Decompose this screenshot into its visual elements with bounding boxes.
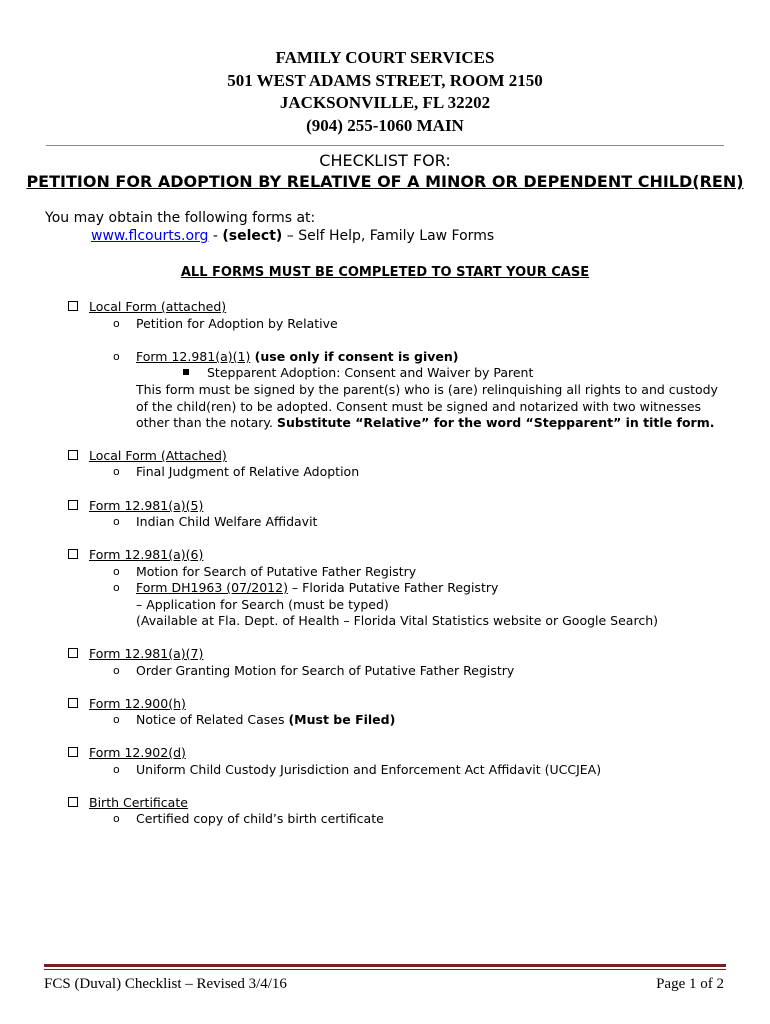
square-bullet-icon — [183, 369, 189, 375]
flcourts-link[interactable]: www.flcourts.org — [91, 228, 209, 244]
instruction-line-3 — [136, 415, 714, 432]
header-divider — [46, 145, 724, 146]
checkbox[interactable] — [68, 698, 78, 708]
sub-item: Uniform Child Custody Jurisdiction and Enforcement Act Affidavit (UCCJEA) — [136, 762, 602, 777]
sub-item-continuation: (Available at Fla. Dept. of Health – Florida Vital Statistics website or Google Search) — [136, 613, 658, 628]
form-link[interactable]: Form 12.981(a)(1) — [136, 349, 251, 364]
circle-bullet-icon: o — [113, 565, 120, 578]
circle-bullet-icon: o — [113, 812, 120, 825]
checklist-item-form-12-981-a-5 — [68, 498, 203, 515]
footer-divider-thin — [44, 969, 726, 970]
form-link[interactable]: Form DH1963 (07/2012) — [136, 580, 288, 595]
obtain-select: (select) — [222, 228, 283, 244]
circle-bullet-icon: o — [113, 515, 120, 528]
sub-item: Motion for Search of Putative Father Registry — [136, 564, 417, 579]
item-label: Form 12.981(a)(7) — [89, 646, 204, 661]
sub-item: Final Judgment of Relative Adoption — [136, 464, 360, 479]
checkbox[interactable] — [68, 797, 78, 807]
item-label: Form 12.902(d) — [89, 745, 186, 760]
sub-item — [136, 712, 395, 729]
checkbox[interactable] — [68, 450, 78, 460]
header-line-1: FAMILY COURT SERVICES — [275, 48, 495, 67]
sub-item-dh1963 — [136, 580, 498, 597]
circle-bullet-icon: o — [113, 350, 120, 363]
obtain-sep: - — [208, 228, 223, 244]
sub-item-bold: (Must be Filed) — [288, 712, 396, 727]
checklist-item-form-12-981-a-7 — [68, 646, 203, 663]
item-label: Birth Certificate — [89, 795, 188, 810]
item-label: Form 12.900(h) — [89, 696, 186, 711]
checklist-item-form-12-981-a-6 — [68, 547, 203, 564]
checklist-title: CHECKLIST FOR: — [319, 151, 451, 170]
sub-item: Petition for Adoption by Relative — [136, 316, 338, 331]
sub-item: Certified copy of child’s birth certificate — [136, 811, 384, 826]
footer-divider — [44, 964, 726, 967]
court-header — [0, 47, 770, 137]
circle-bullet-icon: o — [113, 713, 120, 726]
instruction-line-1: This form must be signed by the parent(s) who is (are) relinquishing all rights to and custody — [136, 382, 718, 397]
checklist-item-form-12-900-h — [68, 696, 186, 713]
bullet-item: Stepparent Adoption: Consent and Waiver by Parent — [207, 365, 534, 380]
footer-revision: FCS (Duval) Checklist – Revised 3/4/16 — [44, 976, 287, 992]
obtain-rest: – Self Help, Family Law Forms — [282, 228, 495, 244]
circle-bullet-icon: o — [113, 763, 120, 776]
header-line-2: 501 WEST ADAMS STREET, ROOM 2150 — [227, 70, 543, 90]
all-forms-notice: ALL FORMS MUST BE COMPLETED TO START YOUR CASE — [180, 265, 590, 280]
checkbox[interactable] — [68, 301, 78, 311]
item-label: Form 12.981(a)(5) — [89, 498, 204, 513]
instruction-text: other than the notary. — [136, 415, 277, 430]
sub-item-text: Notice of Related Cases — [136, 712, 289, 727]
item-label: Form 12.981(a)(6) — [89, 547, 204, 562]
checkbox[interactable] — [68, 747, 78, 757]
header-line-4: (904) 255-1060 MAIN — [306, 115, 464, 135]
checkbox[interactable] — [68, 500, 78, 510]
circle-bullet-icon: o — [113, 317, 120, 330]
instruction-bold: Substitute “Relative” for the word “Stepparent” in title form. — [276, 415, 715, 430]
form-note: (use only if consent is given) — [250, 349, 459, 364]
sub-item: Indian Child Welfare Affidavit — [136, 514, 318, 529]
page-number: Page 1 of 2 — [656, 976, 724, 992]
sub-item: Order Granting Motion for Search of Putative Father Registry — [136, 663, 515, 678]
checklist-item-form-12-902-d — [68, 745, 186, 762]
sub-item-text: – Florida Putative Father Registry — [287, 580, 499, 595]
checklist-item-local-form — [68, 299, 226, 316]
sub-item-continuation: – Application for Search (must be typed) — [136, 597, 389, 612]
item-label: Local Form (Attached) — [89, 448, 227, 463]
checklist-subtitle: PETITION FOR ADOPTION BY RELATIVE OF A MINOR OR DEPENDENT CHILD(REN) — [26, 172, 744, 191]
checkbox[interactable] — [68, 648, 78, 658]
checkbox[interactable] — [68, 549, 78, 559]
item-label: Local Form (attached) — [89, 299, 227, 314]
checklist-item-birth-certificate — [68, 795, 188, 812]
obtain-source — [91, 227, 494, 246]
sub-item-form-12-981-a-1 — [136, 349, 459, 366]
circle-bullet-icon: o — [113, 664, 120, 677]
circle-bullet-icon: o — [113, 581, 120, 594]
circle-bullet-icon: o — [113, 465, 120, 478]
header-line-3: JACKSONVILLE, FL 32202 — [279, 93, 491, 112]
instruction-line-2: of the child(ren) to be adopted. Consent must be signed and notarized with two witnesses — [136, 399, 702, 414]
obtain-intro: You may obtain the following forms at: — [45, 210, 316, 226]
checklist-item-local-form-2 — [68, 448, 227, 465]
